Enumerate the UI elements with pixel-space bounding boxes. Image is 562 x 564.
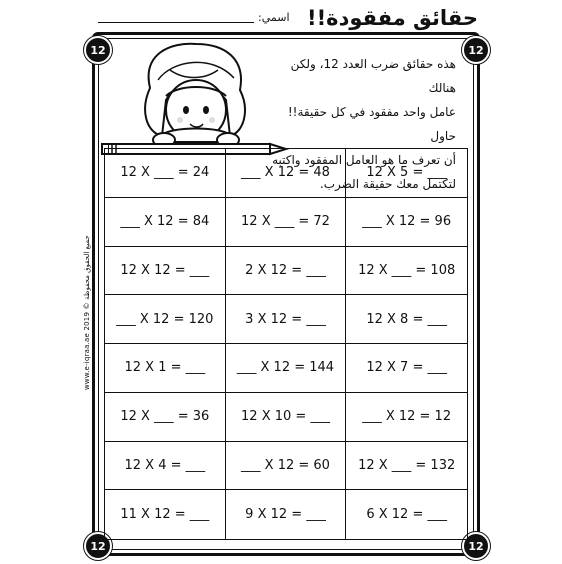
equation-cell[interactable]: 12 X 8 = ___ — [346, 295, 467, 344]
girl-with-pencil-illustration — [100, 40, 290, 158]
equation-cell[interactable]: ___ X 12 = 96 — [346, 198, 467, 247]
equation-cell[interactable]: 3 X 12 = ___ — [226, 295, 347, 344]
equation-cell[interactable]: 12 X 4 = ___ — [105, 442, 226, 491]
corner-badge-top-left: 12 — [84, 36, 112, 64]
equation-cell[interactable]: ___ X 12 = 60 — [226, 442, 347, 491]
equation-cell[interactable]: 12 X ___ = 132 — [346, 442, 467, 491]
instruction-line: أن تعرف ما هو العامل المفقود واكتبه — [272, 153, 456, 167]
copyright-side-text: www.e-iqraa.ae 2019 © جميع الحقوق محفوظة — [83, 235, 91, 390]
worksheet-title: حقائق مفقودة!! — [307, 6, 478, 30]
instruction-line: لتكتمل معك حقيقة الضرب. — [319, 177, 456, 191]
equation-cell[interactable]: 12 X ___ = 36 — [105, 393, 226, 442]
equation-cell[interactable]: 9 X 12 = ___ — [226, 490, 347, 539]
instruction-line: عامل واحد مفقود في كل حقيقة!! حاول — [287, 105, 456, 143]
corner-badge-bottom-right: 12 — [462, 532, 490, 560]
equation-cell[interactable]: 12 X 12 = ___ — [105, 247, 226, 296]
equation-cell[interactable]: ___ X 12 = 84 — [105, 198, 226, 247]
equation-cell[interactable]: 12 X ___ = 108 — [346, 247, 467, 296]
equation-cell[interactable]: ___ X 12 = 12 — [346, 393, 467, 442]
equation-cell[interactable]: 6 X 12 = ___ — [366, 507, 447, 523]
equation-cell[interactable]: 12 X ___ = 24 — [105, 149, 226, 198]
equation-cell[interactable]: ___ X 12 = 48 — [226, 149, 347, 198]
instruction-line: هذه حقائق ضرب العدد 12، ولكن هنالك — [290, 57, 456, 95]
equation-cell[interactable]: 11 X 12 = ___ — [105, 490, 226, 539]
name-label: اسمي: — [258, 11, 290, 24]
equation-cell[interactable]: 12 X 5 = ___ — [346, 149, 467, 198]
multiplication-grid — [104, 148, 468, 540]
equation-cell[interactable]: ___ X 12 = 144 — [226, 344, 347, 393]
equation-cell[interactable]: 2 X 12 = ___ — [226, 247, 347, 296]
equation-cell[interactable]: 12 X 10 = ___ — [226, 393, 347, 442]
corner-badge-top-right: 12 — [462, 36, 490, 64]
equation-cell[interactable]: ___ X 12 = 120 — [105, 295, 226, 344]
equation-cell[interactable]: 12 X ___ = 72 — [226, 198, 347, 247]
name-line — [98, 22, 254, 23]
equation-cell[interactable]: 12 X 7 = ___ — [346, 344, 467, 393]
corner-badge-bottom-left: 12 — [84, 532, 112, 560]
equation-cell[interactable]: 12 X 1 = ___ — [105, 344, 226, 393]
